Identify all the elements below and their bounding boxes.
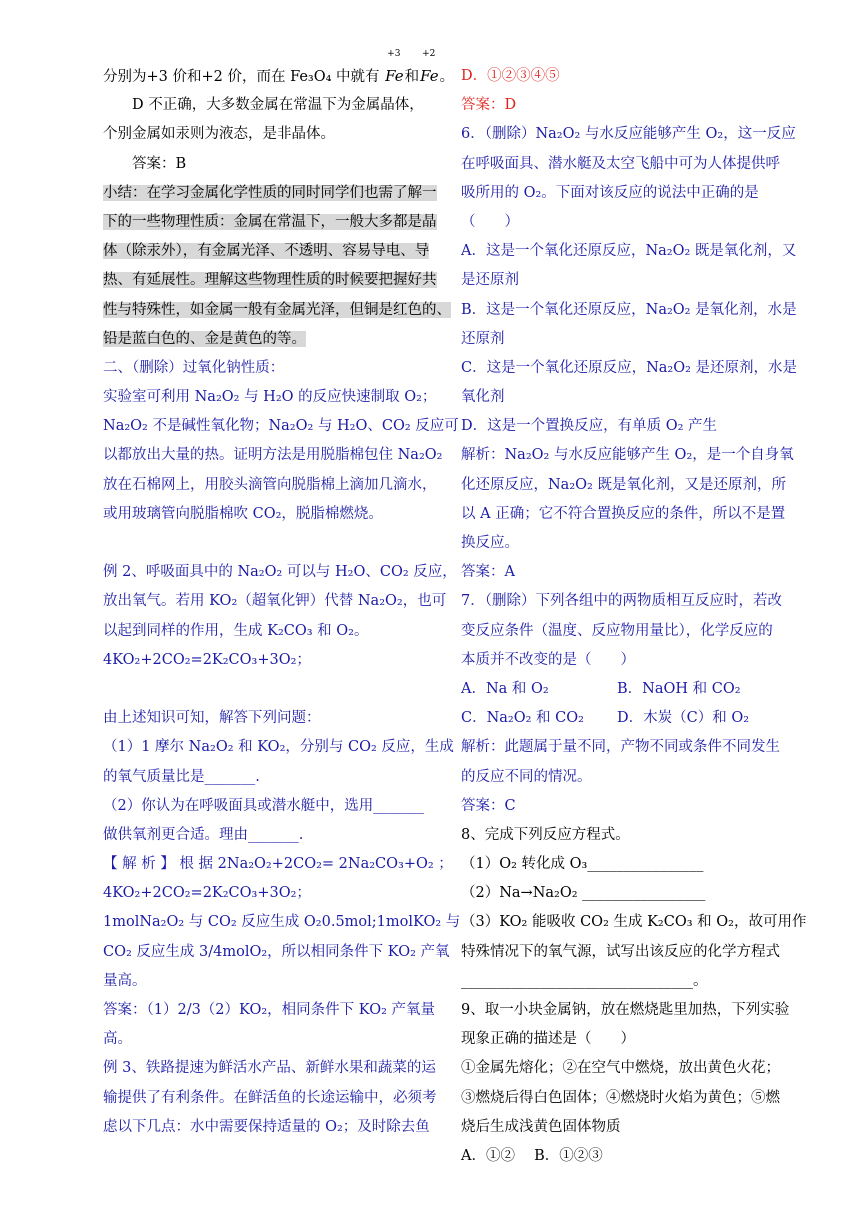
example-3-line: 例 3、铁路提速为鲜活水产品、新鲜水果和蔬菜的运 <box>103 1060 436 1077</box>
analysis-line: 【 解 析 】 根 据 2Na₂O₂+2CO₂= 2Na₂CO₃+O₂ ； <box>103 856 453 873</box>
text-line: 分别为+3 价和+2 价，而在 Fe₃O₄ 中就有 +3 Fe和 +2 Fe。 <box>103 62 450 91</box>
summary-block <box>103 179 450 354</box>
answer-line: 高。 <box>103 1031 132 1048</box>
question-line: 本质并不改变的是（ ） <box>461 651 635 668</box>
analysis-line: 解析：此题属于量不同，产物不同或条件不同发生 <box>461 739 780 756</box>
option-b: B．NaOH 和 CO₂ <box>617 680 741 697</box>
option-line: C．这是一个氧化还原反应，Na₂O₂ 是还原剂，水是 <box>461 359 798 376</box>
answer-line: 答案：（1）2/3（2）KO₂，相同条件下 KO₂ 产氧量 <box>103 1002 436 1018</box>
question-6 <box>461 120 801 587</box>
text-line: 个别金属如汞则为液态，是非晶体。 <box>103 126 335 143</box>
example-3-line: 输提供了有利条件。在鲜活鱼的长途运输中，必须考 <box>103 1089 437 1106</box>
option-line: 还原剂 <box>461 330 505 347</box>
answer-line: 答案：D <box>461 97 517 114</box>
question-line: （1）1 摩尔 Na₂O₂ 和 KO₂，分别与 CO₂ 反应，生成 <box>103 739 454 756</box>
question-line: 9、取一小块金属钠，放在燃烧匙里加热，下列实验 <box>461 1002 790 1018</box>
analysis-line: 解析：Na₂O₂ 与水反应能够产生 O₂，是一个自身氧 <box>461 447 794 464</box>
fe-plus3-symbol: +3 Fe <box>385 49 404 85</box>
analysis-line: 1molNa₂O₂ 与 CO₂ 反应生成 O₂0.5mol;1molKO₂ 与 <box>103 914 461 931</box>
question-line: 7．（删除）下列各组中的两物质相互反应时，若改 <box>461 593 782 610</box>
option-a: A．Na 和 O₂ <box>461 680 549 697</box>
question-line: ________________________________。 <box>461 972 708 989</box>
analysis-line: CO₂ 反应生成 3/4molO₂，所以相同条件下 KO₂ 产氧 <box>103 943 450 960</box>
option-d: D．①②③④⑤ <box>461 68 560 84</box>
analysis-line: 化还原反应，Na₂O₂ 既是氧化剂，又是还原剂，所 <box>461 476 786 493</box>
example-2-line: 以起到同样的作用，生成 K₂CO₃ 和 O₂。 <box>103 622 369 639</box>
question-line: 由上述知识可知，解答下列问题： <box>103 710 321 727</box>
answer-line: 答案：C <box>461 797 516 814</box>
summary-line: 体（除汞外），有金属光泽、不透明、容易导电、导 <box>103 243 430 260</box>
question-line: （2）Na→Na₂O₂ _________________ <box>461 885 706 902</box>
equation-line: 4KO₂+2CO₂=2K₂CO₃+3O₂； <box>103 651 311 668</box>
fe-plus2-symbol: +2 Fe <box>420 49 439 85</box>
text-line: 或用玻璃管向脱脂棉吹 CO₂，脱脂棉燃烧。 <box>103 505 383 522</box>
question-7 <box>461 587 801 821</box>
answer-line: 答案：B <box>132 155 187 172</box>
analysis-line: 4KO₂+2CO₂=2K₂CO₃+3O₂； <box>103 885 311 902</box>
question-9 <box>461 996 801 1171</box>
option-line: 是还原剂 <box>461 272 519 289</box>
question-line: 烧后生成浅黄色固体物质 <box>461 1118 621 1135</box>
question-line: 变反应条件（温度、反应物用量比），化学反应的 <box>461 622 773 639</box>
summary-line: 热、有延展性。理解这些物理性质的时候要把握好共 <box>103 272 437 289</box>
analysis-line: 量高。 <box>103 972 147 989</box>
option-row <box>461 675 801 704</box>
option-c: C．Na₂O₂ 和 CO₂ <box>461 710 584 727</box>
text-line: Na₂O₂ 不是碱性氧化物；Na₂O₂ 与 H₂O、CO₂ 反应可 <box>103 418 459 435</box>
example-2-line: 例 2、呼吸面具中的 Na₂O₂ 可以与 H₂O、CO₂ 反应， <box>103 564 457 581</box>
example-2-line: 放出氧气。若用 KO₂（超氧化钾）代替 Na₂O₂，也可 <box>103 593 447 610</box>
option-line: D．这是一个置换反应，有单质 O₂ 产生 <box>461 418 718 435</box>
analysis-line: 以 A 正确；它不符合置换反应的条件，所以不是置 <box>461 505 786 522</box>
question-line: 吸所用的 O₂。下面对该反应的说法中正确的是 <box>461 184 759 201</box>
question-line: ①金属先熔化；②在空气中燃烧，放出黄色火花； <box>461 1060 780 1077</box>
summary-line: 性与特殊性，如金属一般有金属光泽，但铜是红色的、 <box>103 301 451 318</box>
option-line: B．这是一个氧化还原反应，Na₂O₂ 是氧化剂，水是 <box>461 301 797 318</box>
question-8 <box>461 821 807 996</box>
summary-line: 小结：在学习金属化学性质的同时同学们也需了解一 <box>103 184 437 201</box>
analysis-line: 换反应。 <box>461 535 519 551</box>
example-3-line: 虑以下几点：水中需要保持适量的 O₂；及时除去鱼 <box>103 1118 430 1135</box>
text-line: 放在石棉网上，用胶头滴管向脱脂棉上滴加几滴水， <box>103 476 437 493</box>
analysis-line: 的反应不同的情况。 <box>461 768 592 785</box>
text-line: D 不正确，大多数金属在常温下为金属晶体， <box>132 97 424 114</box>
question-line: （3）KO₂ 能吸收 CO₂ 生成 K₂CO₃ 和 O₂，故可用作 <box>461 914 807 931</box>
question-line: 6．（删除）Na₂O₂ 与水反应能够产生 O₂，这一反应 <box>461 126 796 143</box>
question-line: （2）你认为在呼吸面具或潜水艇中，选用_______ <box>103 797 424 814</box>
right-column <box>461 62 807 1171</box>
text-line: 以都放出大量的热。证明方法是用脱脂棉包住 Na₂O₂ <box>103 447 443 464</box>
option-line: A．①② B．①②③ <box>461 1147 603 1164</box>
option-row <box>461 704 801 733</box>
question-line: 在呼吸面具、潜水艇及太空飞船中可为人体提供呼 <box>461 155 780 172</box>
question-line: 的氧气质量比是_______. <box>103 768 260 785</box>
question-line: 做供氧剂更合适。理由_______. <box>103 826 304 843</box>
question-line: 现象正确的描述是（ ） <box>461 1031 635 1048</box>
question-line: （1）O₂ 转化成 O₃________________ <box>461 856 704 873</box>
question-line: 8、完成下列反应方程式。 <box>461 826 630 843</box>
answer-line: 答案：A <box>461 564 515 581</box>
section-sodium-peroxide <box>103 354 461 1142</box>
summary-line: 下的一些物理性质：金属在常温下，一般大多都是晶 <box>103 213 437 230</box>
question-line: 特殊情况下的氧气源，试写出该反应的化学方程式 <box>461 943 780 960</box>
option-line: 氧化剂 <box>461 389 505 406</box>
option-d: D．木炭（C）和 O₂ <box>617 710 750 727</box>
option-line: A．这是一个氧化还原反应，Na₂O₂ 既是氧化剂，又 <box>461 243 797 260</box>
summary-line: 铅是蓝白色的、金是黄色的等。 <box>103 330 306 347</box>
question-line: ③燃烧后得白色固体；④燃烧时火焰为黄色；⑤燃 <box>461 1089 780 1106</box>
section-heading: 二、（删除）过氧化钠性质： <box>103 359 285 376</box>
question-line: （ ） <box>461 213 519 230</box>
text-line: 实验室可利用 Na₂O₂ 与 H₂O 的反应快速制取 O₂； <box>103 389 437 406</box>
left-column <box>103 49 461 1142</box>
